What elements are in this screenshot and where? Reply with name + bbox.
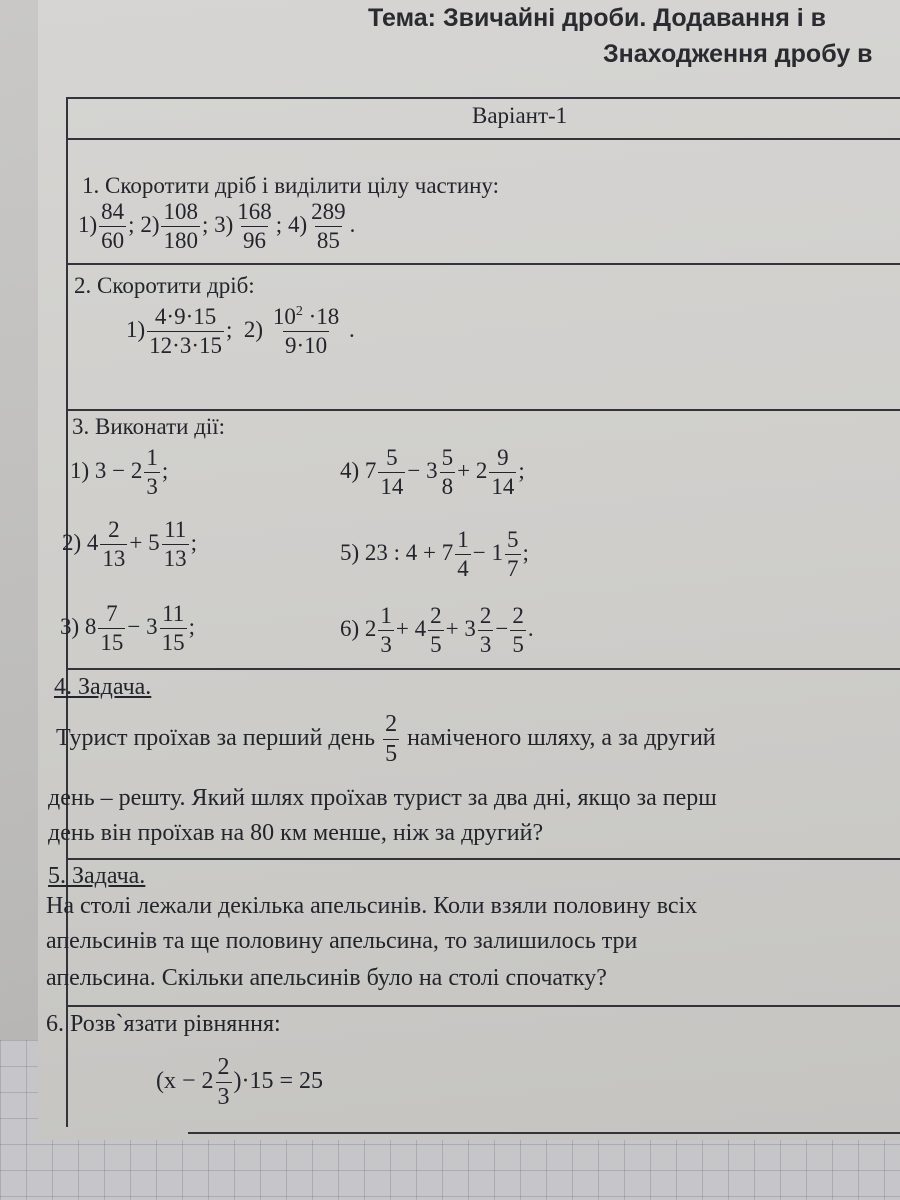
task2-fractions: 1) $\frac{4\cdot 9\cdot 15}{12\cdot 3\cdot 15}$ ; 2) $\frac{10^2 \cdot 18}{9\cdot 10}$ .	[126, 304, 355, 359]
divider	[188, 1132, 900, 1134]
fraction: $\frac{84}{60}$	[101, 199, 125, 254]
fraction: $\frac{108}{180}$	[163, 199, 198, 254]
topic-title-line2: Знаходження дробу в	[603, 40, 873, 68]
task1-fractions: 1) $\frac{84}{60}$ ; 2) $\frac{108}{180}$ ; 3) $\frac{168}{96}$ ; 4) $\frac{289}{85}$ .	[78, 199, 356, 254]
item-label: 2)	[140, 211, 160, 237]
table-top-border	[66, 97, 900, 99]
task4-line3: день він проїхав на 80 км менше, ніж за другий?	[48, 820, 544, 846]
fraction: $\frac{10^2 \cdot 18}{9\cdot 10}$	[272, 304, 340, 359]
divider	[66, 668, 900, 670]
task5-line3: апельсина. Скільки апельсинів було на столі спочатку?	[46, 965, 607, 991]
task3-title: 3. Виконати дії:	[72, 414, 226, 439]
fraction: $\frac{168}{96}$	[237, 199, 272, 254]
expr-4: 4) 7 $\frac{5}{14}$ − 3 $\frac{5}{8}$ + 2 $\frac{9}{14}$ ;	[340, 445, 525, 500]
divider	[66, 858, 900, 860]
task2-title: 2. Скоротити дріб:	[74, 273, 255, 298]
divider	[66, 138, 900, 140]
item-label: 1)	[78, 211, 98, 237]
expr-6: 6) 2 $\frac{1}{3}$ + 4 $\frac{2}{5}$ + 3 $\frac{2}{3}$ − $\frac{2}{5}$ .	[340, 603, 534, 658]
item-label: 3)	[214, 211, 234, 237]
fraction: $\frac{4\cdot 9\cdot 15}{12\cdot 3\cdot 15}$	[149, 304, 222, 359]
task5-line1: На столі лежали декілька апельсинів. Коли взяли половину всіх	[46, 893, 698, 919]
fraction: $\frac{289}{85}$	[311, 199, 346, 254]
divider	[66, 1005, 900, 1007]
task4-title: 4. Задача.	[54, 674, 152, 700]
item-label: 4)	[287, 211, 308, 237]
task4-line1: Турист проїхав за перший день $\frac{2}{5}$ наміченого шляху, а за другий	[56, 711, 716, 768]
task5-line2: апельсинів та ще половину апельсина, то залишилось три	[46, 928, 638, 954]
worksheet-page	[38, 0, 900, 1140]
fraction: $\frac{2}{3}$	[217, 1054, 230, 1111]
divider	[66, 409, 900, 411]
expr-1: 1) 3 − 2 $\frac{1}{3}$ ;	[70, 445, 169, 500]
task6-equation: (x − 2 $\frac{2}{3}$ )·15 = 25	[156, 1054, 324, 1111]
expr-3: 3) 8 $\frac{7}{15}$ − 3 $\frac{11}{15}$ ;	[60, 601, 196, 656]
task1-title: 1. Скоротити дріб і виділити цілу частину:	[82, 173, 500, 198]
expr-5: 5) 23 : 4 + 7 $\frac{1}{4}$ − 1 $\frac{5}{7}$ ;	[340, 527, 529, 582]
task6-title: 6. Розв`язати рівняння:	[46, 1011, 281, 1037]
topic-title-line1: Тема: Звичайні дроби. Додавання і в	[368, 4, 826, 32]
variant-label: Варіант-1	[472, 103, 568, 128]
divider	[66, 263, 900, 265]
task5-title: 5. Задача.	[48, 863, 146, 889]
task4-line2: день – решту. Який шлях проїхав турист за два дні, якщо за перш	[48, 785, 717, 811]
fraction: $\frac{2}{5}$	[385, 711, 398, 768]
expr-2: 2) 4 $\frac{2}{13}$ + 5 $\frac{11}{13}$ ;	[62, 517, 198, 572]
